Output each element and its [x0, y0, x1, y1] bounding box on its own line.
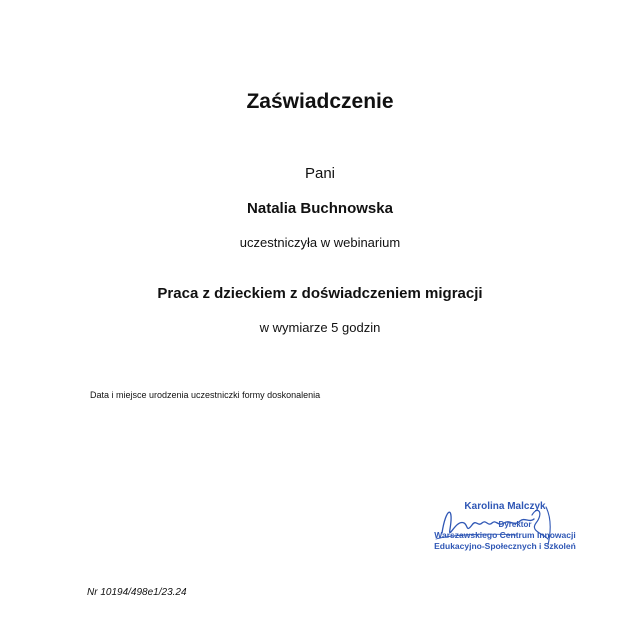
birth-info-label: Data i miejsce urodzenia uczestniczki formy doskonalenia [90, 390, 321, 400]
certificate-number: Nr 10194/498e1/23.24 [87, 587, 187, 598]
stamp-organization-line1: Warszawskiego Centrum Innowacji [434, 530, 576, 540]
certificate-title: Zaświadczenie [246, 90, 394, 113]
salutation: Pani [304, 165, 336, 182]
participation-text: uczestniczyła w webinarium [239, 235, 401, 250]
stamp-name: Karolina Malczyk [464, 501, 546, 512]
director-stamp [420, 493, 590, 563]
stamp-role: Dyrektor [498, 520, 532, 529]
stamp-organization-line2: Edukacyjno-Społecznych i Szkoleń [434, 541, 576, 551]
course-title: Praca z dzieckiem z doświadczeniem migracji [157, 285, 483, 302]
handwritten-signature [420, 493, 590, 563]
duration-text: w wymiarze 5 godzin [259, 320, 381, 335]
participant-name: Natalia Buchnowska [247, 200, 393, 217]
